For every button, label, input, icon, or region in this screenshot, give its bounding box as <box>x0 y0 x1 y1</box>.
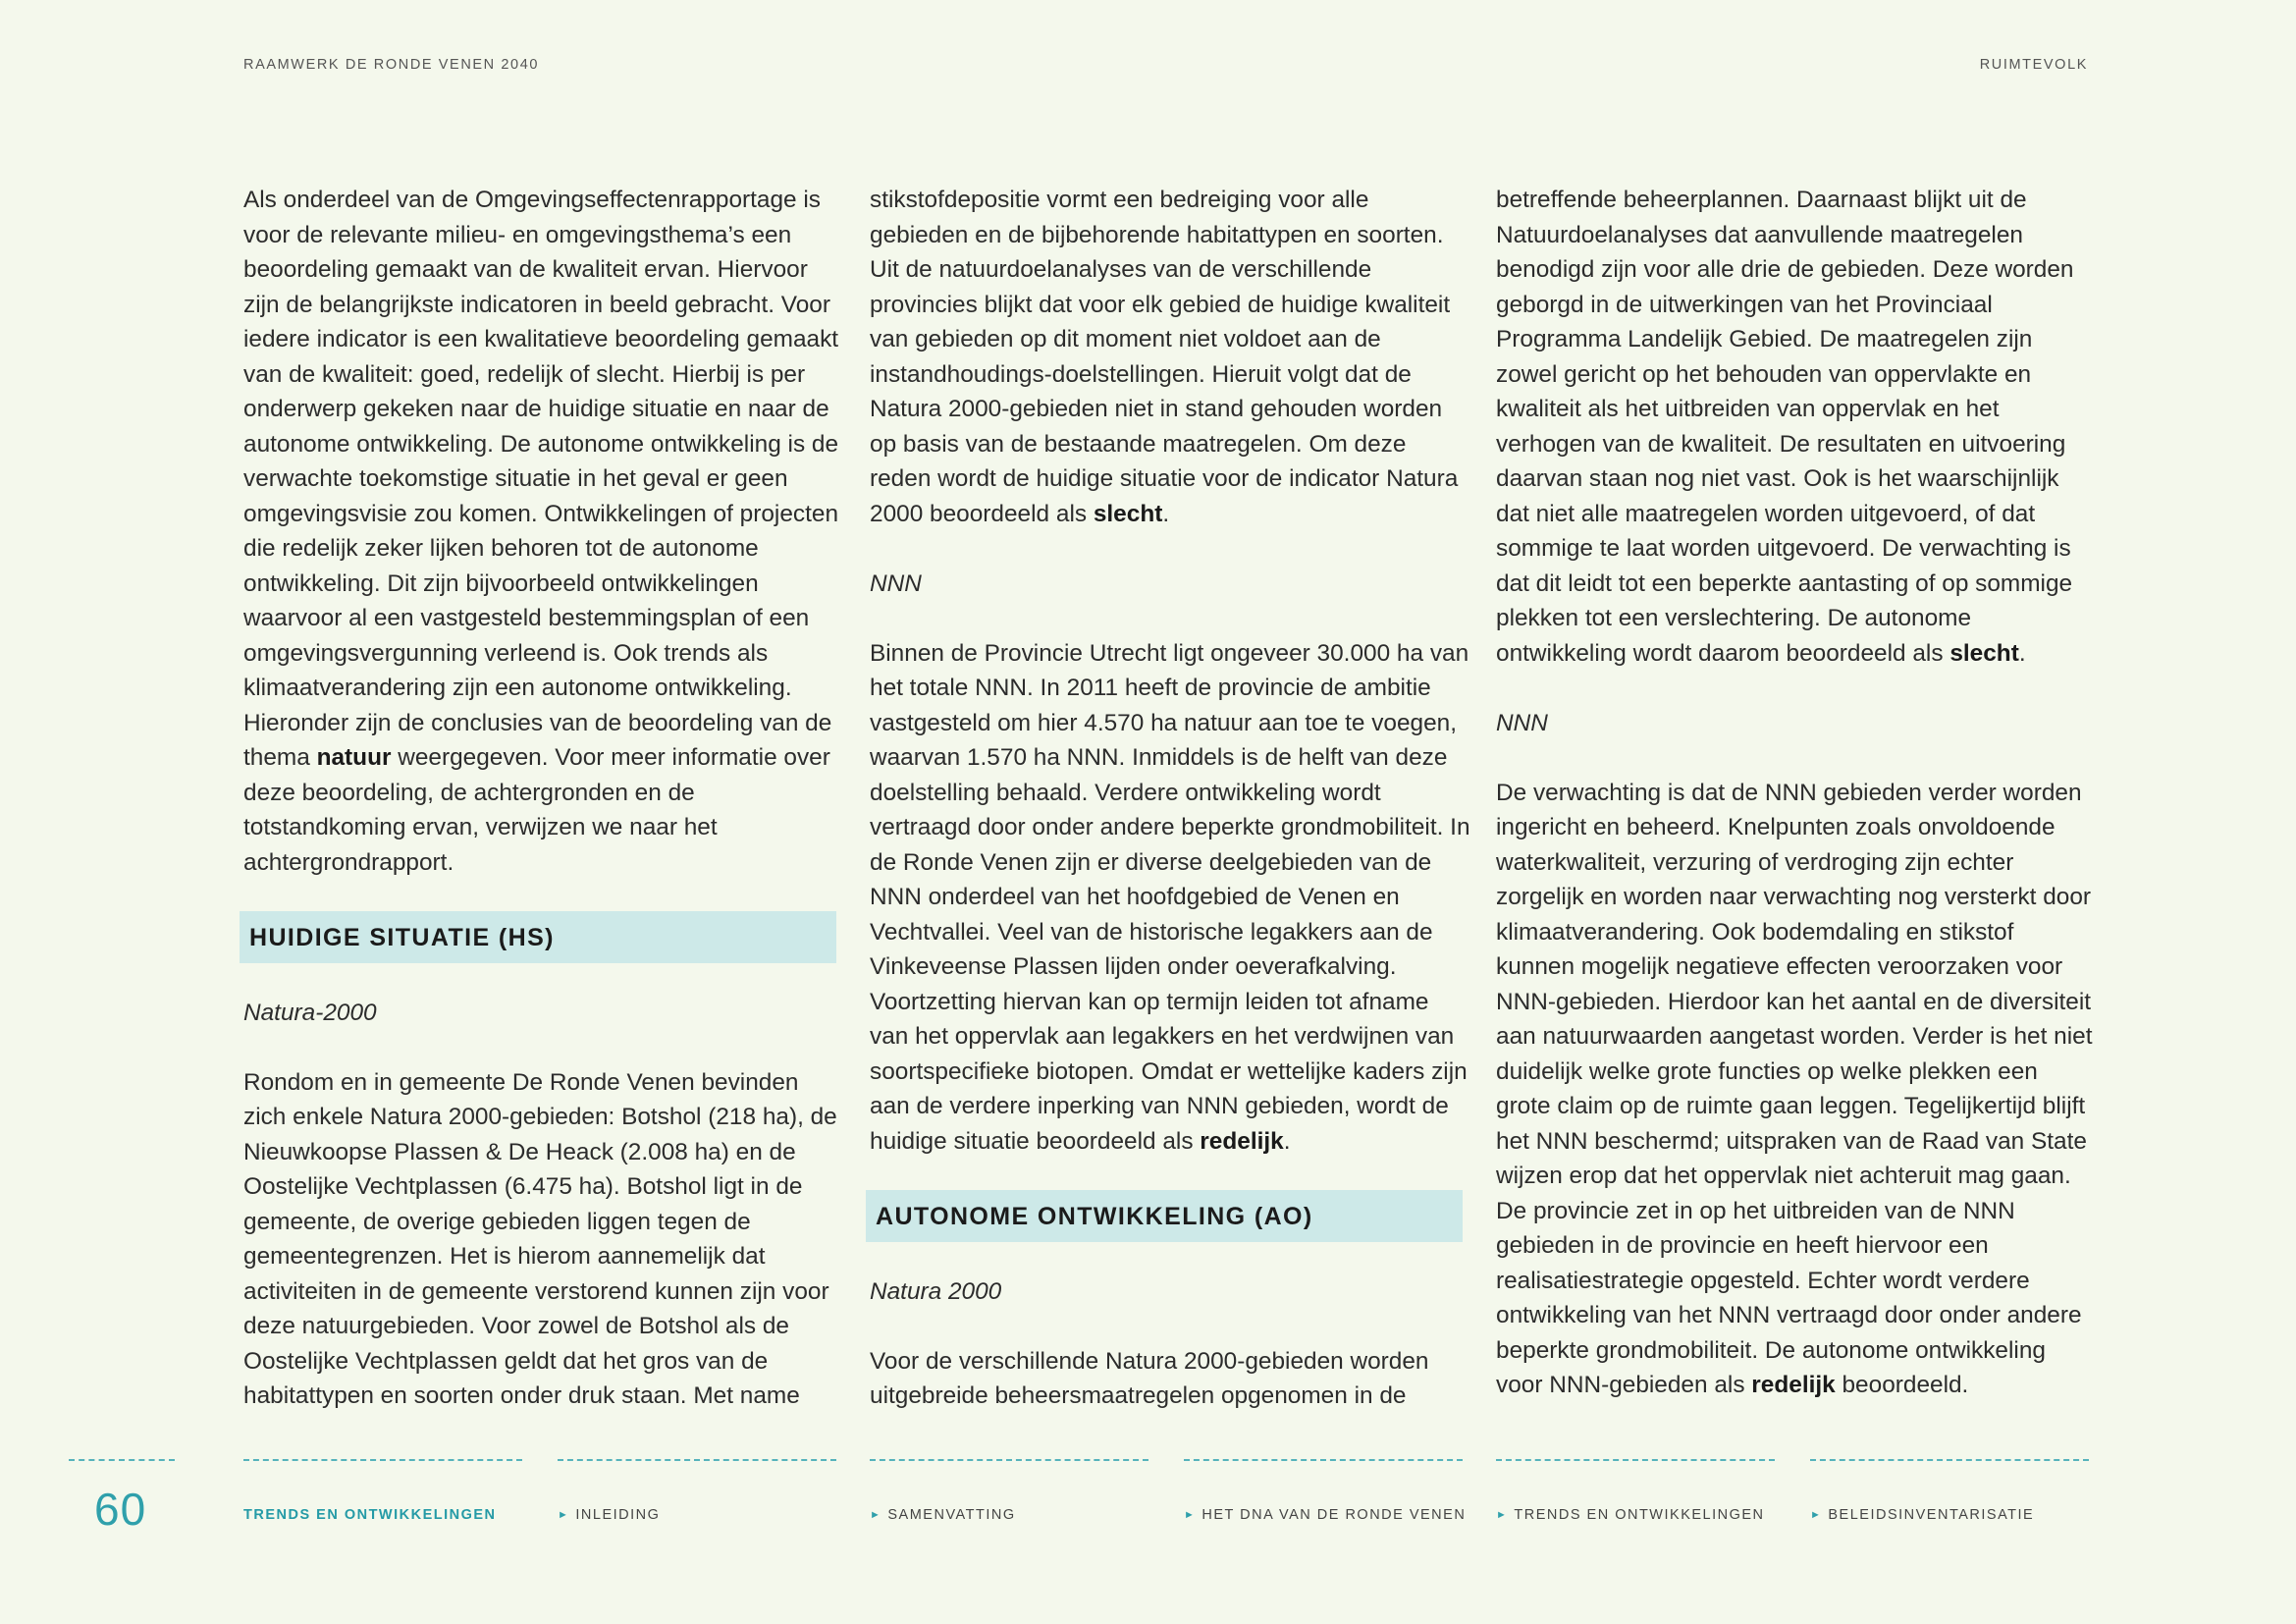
footer-nav-samenvatting[interactable] <box>870 1507 1016 1523</box>
subheading-nnn-ao: NNN <box>1496 709 1548 736</box>
footer-divider <box>1810 1459 2089 1461</box>
emphasis-term: redelijk <box>1200 1127 1284 1155</box>
emphasis-term: slecht <box>1949 639 2019 667</box>
footer-divider <box>1496 1459 1775 1461</box>
nnn-ao-paragraph: De verwachting is dat de NNN gebieden verder worden ingericht en beheerd. Knelpunten zoals onvoldoende waterkwaliteit, verzuring of verdroging zijn echter zorgelijk en worden naar verwachting nog versterkt door klimaatverandering. Ook bodemdaling en stikstof kunnen mogelijk negatieve effecten veroorzaken voor NNN-gebieden. Hierdoor kan het aantal en de diversiteit aan natuurwaarden aangetast worden. Verder is het niet duidelijk welke grote functies op welke plekken een grote claim op de ruimte gaan leggen. Tegelijkertijd blijft het NNN beschermd; uitspraken van de Raad van State wijzen erop dat het oppervlak niet achteruit mag gaan. De provincie zet in op het uitbreiden van de NNN gebieden in de provincie en heeft hiervoor een realisatiestrategie opgesteld. Echter wordt verdere ontwikkeling van het NNN vertraagd door onder andere beperkte grondmobiliteit. De autonome ontwikkeling voor NNN-gebieden als redelijk beoordeeld. <box>1496 779 2093 1398</box>
running-header-document-title: RAAMWERK DE RONDE VENEN 2040 <box>243 57 540 73</box>
nnn-paragraph: Binnen de Provincie Utrecht ligt ongeveer 30.000 ha van het totale NNN. In 2011 heeft de provincie de ambitie vastgesteld om hier 4.570 ha natuur aan toe te voegen, waarvan 1.570 ha NNN. Inmiddels is de helft van deze doelstelling behaald. Verdere ontwikkeling wordt vertraagd door onder andere beperkte grondmobiliteit. In de Ronde Venen zijn er diverse deelgebieden van de NNN onderdeel van het hoofdgebied de Venen en Vechtvallei. Veel van de historische legakkers aan de Vinkeveense Plassen lijden onder oeverafkalving. Voortzetting hiervan kan op termijn leiden tot afname van het oppervlak aan legakkers en het verdwijnen van soortspecifieke biotopen. Omdat er wettelijke kaders zijn aan de verdere inperking van NNN gebieden, wordt de huidige situatie beoordeeld als redelijk. <box>870 639 1470 1155</box>
natura-2000-ao-paragraph: Voor de verschillende Natura 2000-gebieden worden uitgebreide beheersmaatregelen opgenomen in de <box>870 1347 1429 1409</box>
footer-nav-beleidsinventarisatie[interactable] <box>1810 1507 2034 1523</box>
intro-paragraph: Als onderdeel van de Omgevingseffectenrapportage is voor de relevante milieu- en omgevingsthema’s een beoordeling gemaakt van de kwaliteit ervan. Hiervoor zijn de belangrijkste indicatoren in beeld gebracht. Voor iedere indicator is een kwalitatieve beoordeling gemaakt van de kwaliteit: goed, redelijk of slecht. Hierbij is per onderwerp gekeken naar de huidige situatie en naar de autonome ontwikkeling. De autonome ontwikkeling is de verwachte toekomstige situatie in het geval er geen omgevingsvisie zou komen. Ontwikkelingen of projecten die redelijk zeker lijken behoren tot de autonome ontwikkeling. Dit zijn bijvoorbeeld ontwikkelingen waarvoor al een vastgesteld bestemmingsplan of een omgevingsvergunning verleend is. Ook trends als klimaatverandering zijn een autonome ontwikkeling. Hieronder zijn de conclusies van de beoordeling van de thema natuur weergegeven. Voor meer informatie over deze beoordeling, de achtergronden en de totstandkoming ervan, verwijzen we naar het achtergrondrapport. <box>243 187 839 876</box>
footer-divider <box>243 1459 522 1461</box>
footer-divider <box>69 1459 175 1461</box>
text-column-2 <box>870 183 1470 1414</box>
play-arrow-icon: ► <box>1184 1509 1197 1521</box>
play-arrow-icon: ► <box>1810 1509 1823 1521</box>
footer-nav-label: TRENDS EN ONTWIKKELINGEN <box>1514 1507 1765 1523</box>
footer-divider <box>1184 1459 1463 1461</box>
running-header-publisher: RUIMTEVOLK <box>1979 57 2088 73</box>
natura-2000-continued-paragraph: stikstofdepositie vormt een bedreiging voor alle gebieden en de bijbehorende habitattypen en soorten. Uit de natuurdoelanalyses van de verschillende provincies blijkt dat voor elk gebied de huidige kwaliteit van gebieden op dit moment niet voldoet aan de instandhoudings-doelstellingen. Hieruit volgt dat de Natura 2000-gebieden niet in stand gehouden worden op basis van de bestaande maatregelen. Om deze reden wordt de huidige situatie voor de indicator Natura 2000 beoordeeld als slecht. <box>870 187 1459 527</box>
play-arrow-icon: ► <box>558 1509 570 1521</box>
footer-nav-inleiding[interactable] <box>558 1507 660 1523</box>
natura-2000-ao-continued-paragraph: betreffende beheerplannen. Daarnaast blijkt uit de Natuurdoelanalyses dat aanvullende maatregelen benodigd zijn voor alle drie de gebieden. Deze worden geborgd in de uitwerkingen van het Provinciaal Programma Landelijk Gebied. De maatregelen zijn zowel gericht op het behouden van oppervlakte en kwaliteit als het uitbreiden van oppervlak en het verhogen van de kwaliteit. De resultaten en uitvoering daarvan staan nog niet vast. Ook is het waarschijnlijk dat niet alle maatregelen worden uitgevoerd, of dat sommige te laat worden uitgevoerd. De verwachting is dat dit leidt tot een beperkte aantasting of op sommige plekken tot een verslechtering. De autonome ontwikkeling wordt daarom beoordeeld als slecht. <box>1496 187 2074 667</box>
play-arrow-icon: ► <box>870 1509 882 1521</box>
footer-nav-trends-en-ontwikkelingen[interactable] <box>1496 1507 1765 1523</box>
emphasis-term: slecht <box>1093 500 1163 527</box>
text-column-1 <box>243 183 844 1414</box>
emphasis-term: redelijk <box>1751 1372 1836 1398</box>
footer-nav-label: SAMENVATTING <box>887 1507 1016 1523</box>
footer-nav-label: TRENDS EN ONTWIKKELINGEN <box>243 1507 497 1523</box>
footer-divider <box>558 1459 836 1461</box>
subheading-natura-2000-ao: Natura 2000 <box>870 1277 1002 1305</box>
section-heading-huidige-situatie: HUIDIGE SITUATIE (HS) <box>240 911 836 963</box>
subheading-natura-2000: Natura-2000 <box>243 999 377 1026</box>
emphasis-term: natuur <box>316 744 392 771</box>
section-heading-autonome-ontwikkeling: AUTONOME ONTWIKKELING (AO) <box>866 1190 1463 1242</box>
footer-nav-label: HET DNA VAN DE RONDE VENEN <box>1201 1507 1467 1523</box>
footer-nav-trends-en-ontwikkelingen-current[interactable] <box>243 1507 497 1523</box>
footer-nav-label: BELEIDSINVENTARISATIE <box>1828 1507 2035 1523</box>
page-number: 60 <box>94 1484 147 1535</box>
play-arrow-icon: ► <box>1496 1509 1509 1521</box>
footer-divider <box>870 1459 1148 1461</box>
footer-nav-het-dna-van-de-ronde-venen[interactable] <box>1184 1507 1466 1523</box>
text-column-3 <box>1496 183 2097 1403</box>
footer-nav-label: INLEIDING <box>575 1507 661 1523</box>
subheading-nnn: NNN <box>870 569 922 597</box>
natura-2000-paragraph: Rondom en in gemeente De Ronde Venen bevinden zich enkele Natura 2000-gebieden: Botshol (218 ha), de Nieuwkoopse Plassen & De Heack (2.008 ha) en de Oostelijke Vechtplassen (6.475 ha). Botshol ligt in de gemeente, de overige gebieden liggen tegen de gemeentegrenzen. Het is hierom aannemelijk dat activiteiten in de gemeente verstorend kunnen zijn voor deze natuurgebieden. Voor zowel de Botshol als de Oostelijke Vechtplassen geldt dat het gros van de habitattypen en soorten onder druk staan. Met name <box>243 1068 837 1409</box>
